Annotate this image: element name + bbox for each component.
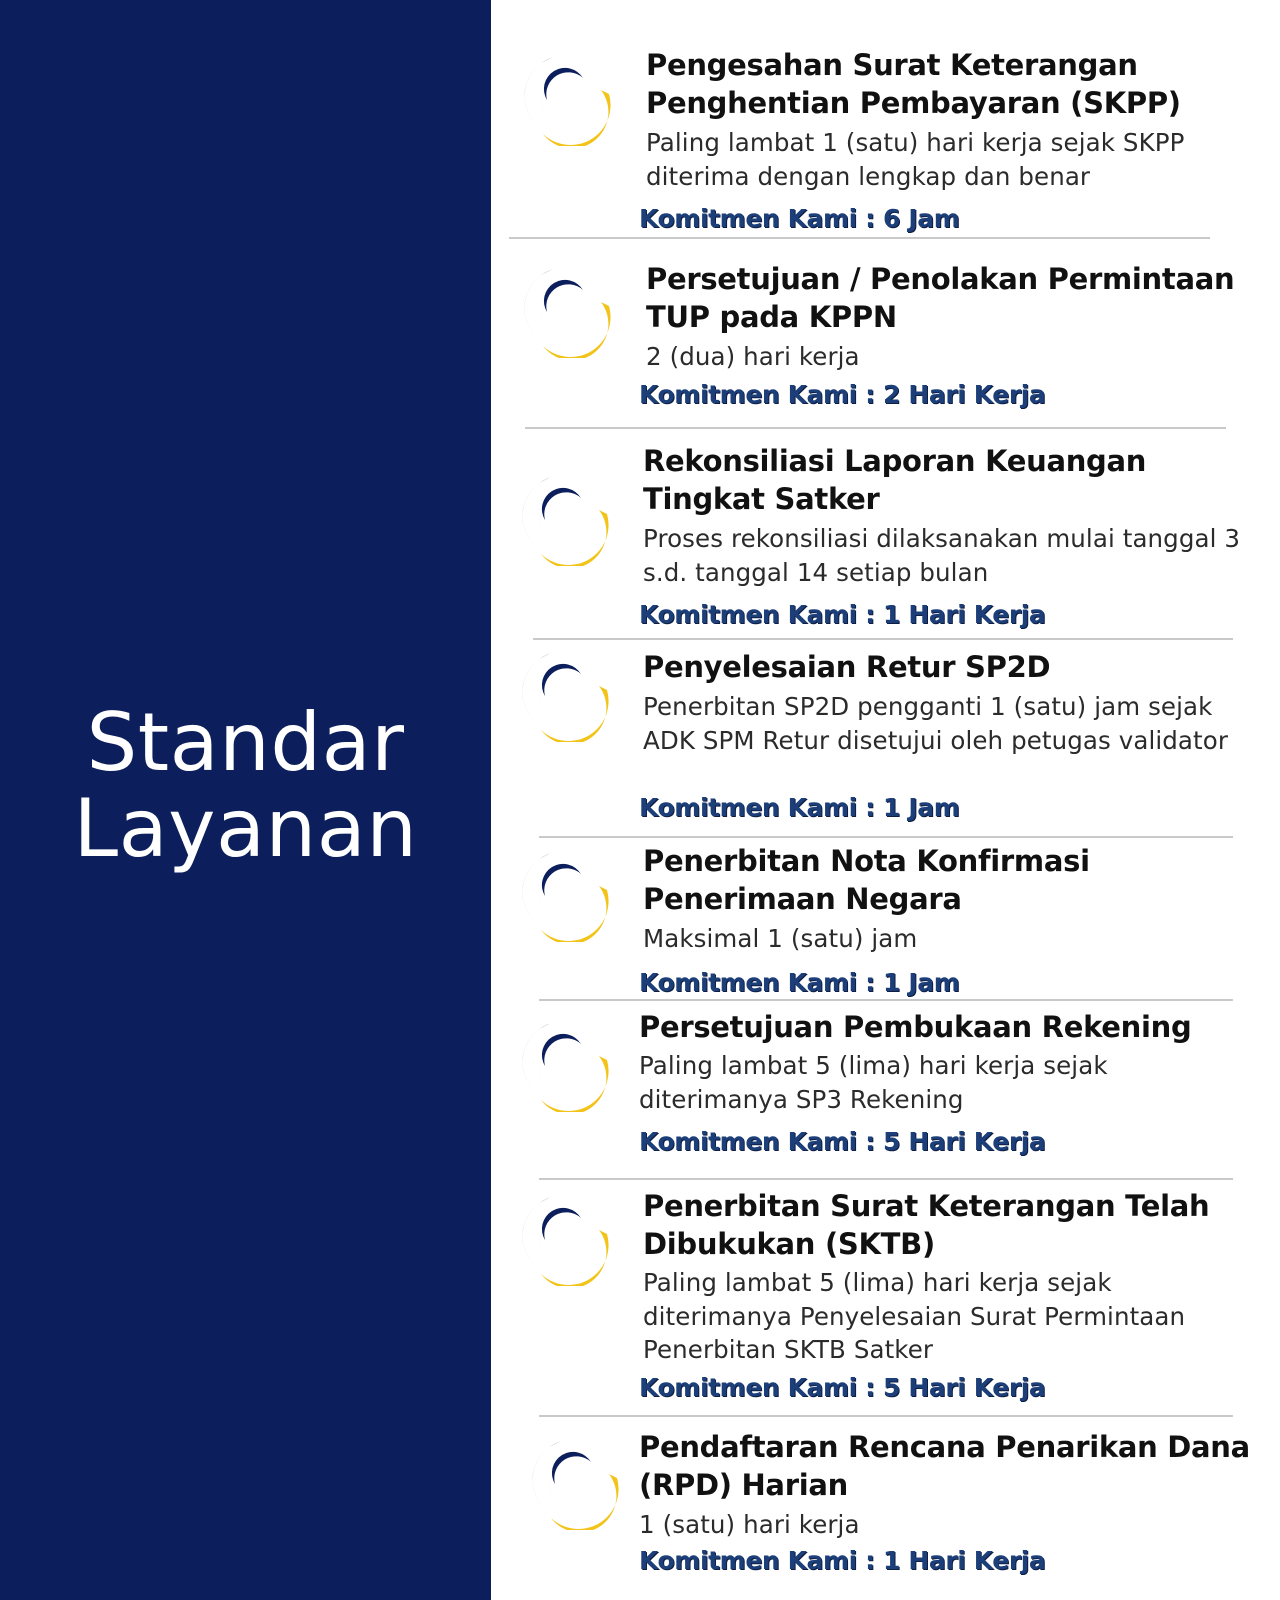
service-description: Paling lambat 5 (lima) hari kerja sejak diterimanya Penyelesaian Surat Permintaan Penerbitan SKTB Satker [643,1268,1186,1364]
service-commitment: Komitmen Kami : 5 Hari Kerja [639,1373,1046,1402]
service-description: Maksimal 1 (satu) jam [643,924,918,953]
service-title: Penerbitan Surat Keterangan Telah Dibukukan (SKTB) [643,1189,1210,1261]
crescent-ring-icon [515,470,611,566]
service-description: 1 (satu) hari kerja [639,1510,860,1539]
crescent-ring-icon [515,1016,611,1112]
crescent-ring-icon [515,846,611,942]
service-commitment: Komitmen Kami : 2 Hari Kerja [639,380,1046,409]
crescent-ring-icon [517,262,613,358]
page-title [0,696,491,875]
service-title: Pengesahan Surat Keterangan Penghentian Pembayaran (SKPP) [646,48,1181,120]
divider [539,836,1233,838]
divider [539,1415,1233,1417]
service-commitment: Komitmen Kami : 1 Hari Kerja [639,600,1046,629]
crescent-ring-icon [515,1190,611,1286]
crescent-ring-icon [525,1434,621,1530]
page-title-line2: Layanan [73,782,418,875]
divider [509,237,1210,239]
service-commitment: Komitmen Kami : 1 Hari Kerja [639,1546,1046,1575]
divider [533,638,1233,640]
service-commitment: Komitmen Kami : 6 Jam [639,204,960,233]
service-description: Penerbitan SP2D pengganti 1 (satu) jam sejak ADK SPM Retur disetujui oleh petugas validator [643,692,1229,755]
left-panel [0,0,491,1600]
service-description: Proses rekonsiliasi dilaksanakan mulai tanggal 3 s.d. tanggal 14 setiap bulan [643,524,1241,587]
crescent-ring-icon [515,646,611,742]
service-list [491,0,1280,1600]
service-commitment: Komitmen Kami : 1 Jam [639,968,960,997]
service-description: 2 (dua) hari kerja [646,342,860,371]
service-description: Paling lambat 1 (satu) hari kerja sejak SKPP diterima dengan lengkap dan benar [646,128,1185,191]
service-title: Rekonsiliasi Laporan Keuangan Tingkat Satker [643,444,1147,516]
service-title: Persetujuan Pembukaan Rekening [639,1010,1192,1044]
page-title-line1: Standar [86,696,405,789]
divider [539,1178,1233,1180]
service-title: Penyelesaian Retur SP2D [643,650,1051,684]
service-title: Penerbitan Nota Konfirmasi Penerimaan Negara [643,844,1090,916]
divider [539,999,1233,1001]
crescent-ring-icon [517,50,613,146]
service-title: Persetujuan / Penolakan Permintaan TUP pada KPPN [646,262,1235,334]
service-commitment: Komitmen Kami : 1 Jam [639,793,960,822]
divider [525,427,1226,429]
service-commitment: Komitmen Kami : 5 Hari Kerja [639,1127,1046,1156]
service-title: Pendaftaran Rencana Penarikan Dana (RPD) Harian [639,1430,1250,1502]
service-description: Paling lambat 5 (lima) hari kerja sejak diterimanya SP3 Rekening [639,1051,1108,1114]
